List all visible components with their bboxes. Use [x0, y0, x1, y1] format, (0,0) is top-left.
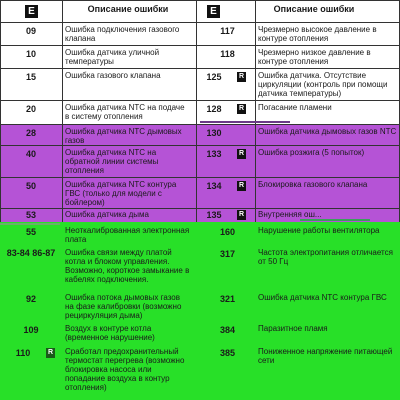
table-row [0, 345, 400, 400]
error-code: 50 [25, 181, 36, 191]
error-description: Ошибка датчика NTC контура ГВС [258, 293, 387, 302]
scan-artifact [300, 219, 370, 221]
table-row [0, 246, 400, 290]
error-code: 15 [25, 72, 36, 82]
table-header [0, 0, 400, 22]
column-header-description: Описание ошибки [87, 4, 169, 14]
error-description: Ошибка газового клапана [65, 71, 161, 80]
error-description: Ошибка подключения газового клапана [65, 25, 180, 43]
error-description: Ошибка датчика NTC дымовых газов [65, 127, 182, 145]
r-marker-icon: R [238, 182, 245, 189]
column-header-description: Описание ошибки [273, 4, 355, 14]
error-code: 117 [220, 26, 235, 36]
error-description: Ошибка датчика NTC на обратной линии системы отопления [65, 148, 159, 175]
error-description: Ошибка связи между платой котла и блоком управления. Возможно, короткое замыкание в кабелях подключения. [65, 248, 190, 284]
error-description: Ошибка датчика NTC контура ГВС (только для модели с бойлером) [65, 180, 177, 207]
error-code: 134 [206, 181, 222, 191]
table-row [0, 23, 400, 45]
error-code: 135 [206, 210, 222, 220]
table-row [0, 224, 400, 244]
error-description: Частота электропитания отличается от 50 Гц [258, 248, 393, 266]
table-divider [0, 0, 400, 1]
error-code: 160 [219, 227, 236, 237]
error-code: 55 [25, 227, 36, 237]
table-row [0, 291, 400, 321]
error-code: 133 [206, 149, 222, 159]
error-code: 53 [25, 210, 36, 220]
error-description: Ошибка розжига (5 попыток) [258, 148, 365, 157]
error-code: 130 [206, 128, 222, 138]
error-description: Ошибка потока дымовых газов на фазе калибровки (возможно рециркуляция дыма) [65, 293, 182, 320]
error-description: Ошибка датчика дымовых газов NTC [258, 127, 397, 136]
error-code: 09 [25, 26, 36, 36]
error-description: Неоткалиброванная электронная плата [65, 226, 190, 244]
error-code: 118 [220, 49, 235, 59]
error-code: 128 [206, 104, 222, 114]
error-code: 317 [219, 249, 236, 259]
error-code: 28 [25, 128, 36, 138]
error-description: Ошибка датчика. Отсутствие циркуляции (контроль при помощи датчика температуры) [258, 71, 388, 98]
error-description: Воздух в контуре котла (временное нарушение) [65, 324, 155, 342]
error-code: 125 [206, 72, 222, 82]
table-row [0, 322, 400, 344]
r-marker-icon: R [238, 150, 245, 157]
error-description: Сработал предохранительный термостат перегрева (возможно блокировка насоса или попадание воздуха в контур отопления) [65, 347, 185, 392]
error-code: 321 [219, 294, 236, 304]
error-description: Ошибка датчика дыма [65, 210, 149, 219]
r-marker-icon: R [238, 73, 245, 80]
e-code-icon: E [207, 5, 220, 18]
table-row [0, 178, 400, 208]
error-code: 384 [219, 325, 236, 335]
error-description: Погасание пламени [258, 103, 332, 112]
error-code: 10 [25, 49, 36, 59]
error-description: Чрезмерно высокое давление в контуре отопления [258, 25, 377, 43]
error-description: Блокировка газового клапана [258, 180, 368, 189]
error-description: Ошибка датчика NTC на подаче в систему отопления [65, 103, 185, 121]
error-code: 20 [25, 104, 36, 114]
table-row [0, 125, 400, 145]
table-row [0, 69, 400, 100]
error-code: 83-84 86-87 [6, 248, 56, 258]
error-code: 40 [25, 149, 36, 159]
scan-artifact [200, 121, 290, 123]
error-description: Внутренняя ош... [258, 210, 322, 219]
error-description: Паразитное пламя [258, 324, 328, 333]
error-description: Пониженное напряжение питающей сети [258, 347, 393, 365]
error-description: Чрезмерно низкое давление в контуре отопления [258, 48, 371, 66]
error-description: Нарушение работы вентилятора [258, 226, 380, 235]
table-row [0, 46, 400, 68]
error-code: 92 [25, 294, 36, 304]
e-code-icon: E [25, 5, 38, 18]
r-marker-icon: R [47, 349, 54, 356]
error-code: 110 [15, 348, 31, 358]
table-row [0, 146, 400, 177]
r-marker-icon: R [238, 105, 245, 112]
error-description: Ошибка датчика уличной температуры [65, 48, 160, 66]
error-code: 109 [23, 325, 39, 335]
r-marker-icon: R [238, 211, 245, 218]
error-code: 385 [219, 348, 236, 358]
